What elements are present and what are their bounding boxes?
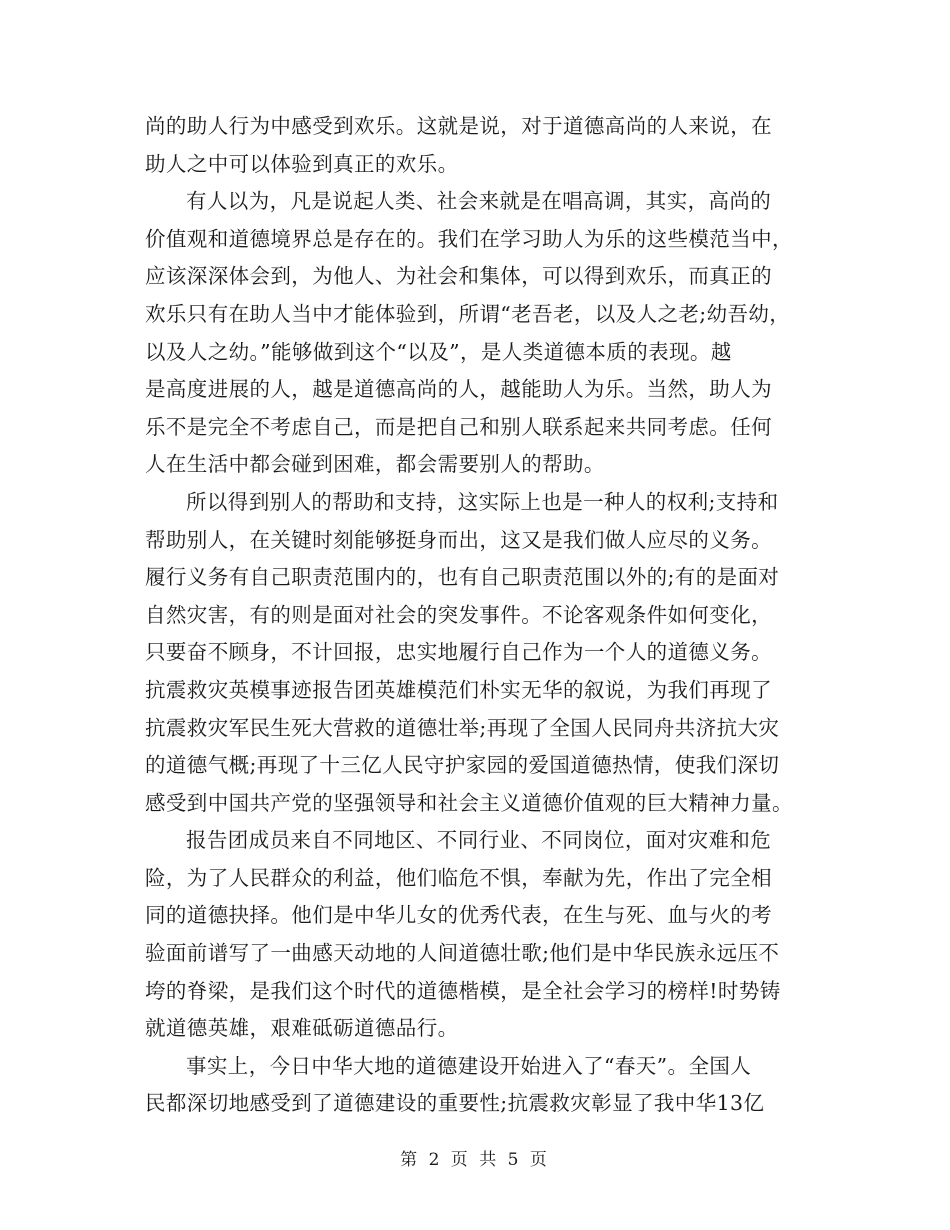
text-line: 事实上，今日中华大地的道德建设开始进入了“春天”。全国人 [186,1053,752,1078]
text-line: 以及人之幼。”能够做到这个“以及”，是人类道德本质的表现。越 [145,339,732,364]
text-line: 抗震救灾军民生死大营救的道德壮举;再现了全国人民同舟共济抗大灾 [145,715,780,740]
text-line: 履行义务有自己职责范围内的，也有自己职责范围以外的;有的是面对 [145,565,780,590]
text-line: 的道德气概;再现了十三亿人民守护家园的爱国道德热情，使我们深切 [145,753,780,778]
body-text [145,108,820,1123]
text-line: 自然灾害，有的则是面对社会的突发事件。不论客观条件如何变化， [145,602,772,627]
text-line: 民都深切地感受到了道德建设的重要性;抗震救灾彰显了我中华13亿 [145,1091,765,1116]
text-line: 有人以为，凡是说起人类、社会来就是在唱高调，其实，高尚的 [186,189,772,214]
text-line: 尚的助人行为中感受到欢乐。这就是说，对于道德高尚的人来说，在 [145,114,772,138]
text-line: 所以得到别人的帮助和支持，这实际上也是一种人的权利;支持和 [186,489,779,514]
text-line: 乐不是完全不考虑自己，而是把自己和别人联系起来共同考虑。任何 [145,414,772,439]
text-line: 报告团成员来自不同地区、不同行业、不同岗位，面对灾难和危 [186,828,772,853]
text-line: 欢乐只有在助人当中才能体验到，所谓“老吾老，以及人之老;幼吾幼， [145,301,791,326]
text-line: 垮的脊梁，是我们这个时代的道德楷模，是全社会学习的榜样!时势铸 [145,978,781,1003]
text-line: 同的道德抉择。他们是中华儿女的优秀代表，在生与死、血与火的考 [145,903,772,928]
text-line: 验面前谱写了一曲感天动地的人间道德壮歌;他们是中华民族永远压不 [145,941,780,966]
page-footer: 第 2 页 共 5 页 [400,1150,550,1170]
text-line: 就道德英雄，艰难砥砺道德品行。 [145,1016,459,1041]
text-line: 只要奋不顾身，不计回报，忠实地履行自己作为一个人的道德义务。 [145,640,772,665]
text-line: 人在生活中都会碰到困难，都会需要别人的帮助。 [145,452,605,477]
text-line: 抗震救灾英模事迹报告团英雄模范们朴实无华的叙说，为我们再现了 [145,677,772,702]
text-line: 助人之中可以体验到真正的欢乐。 [145,151,459,176]
text-line: 价值观和道德境界总是存在的。我们在学习助人为乐的这些模范当中， [145,226,793,251]
text-line: 是高度进展的人，越是道德高尚的人，越能助人为乐。当然，助人为 [145,377,772,402]
text-line: 感受到中国共产党的坚强领导和社会主义道德价值观的巨大精神力量。 [145,790,793,815]
text-line: 应该深深体会到，为他人、为社会和集体，可以得到欢乐，而真正的 [145,264,772,289]
text-line: 帮助别人，在关键时刻能够挺身而出，这又是我们做人应尽的义务。 [145,527,772,552]
text-line: 险，为了人民群众的利益，他们临危不惧，奉献为先，作出了完全相 [145,865,772,890]
